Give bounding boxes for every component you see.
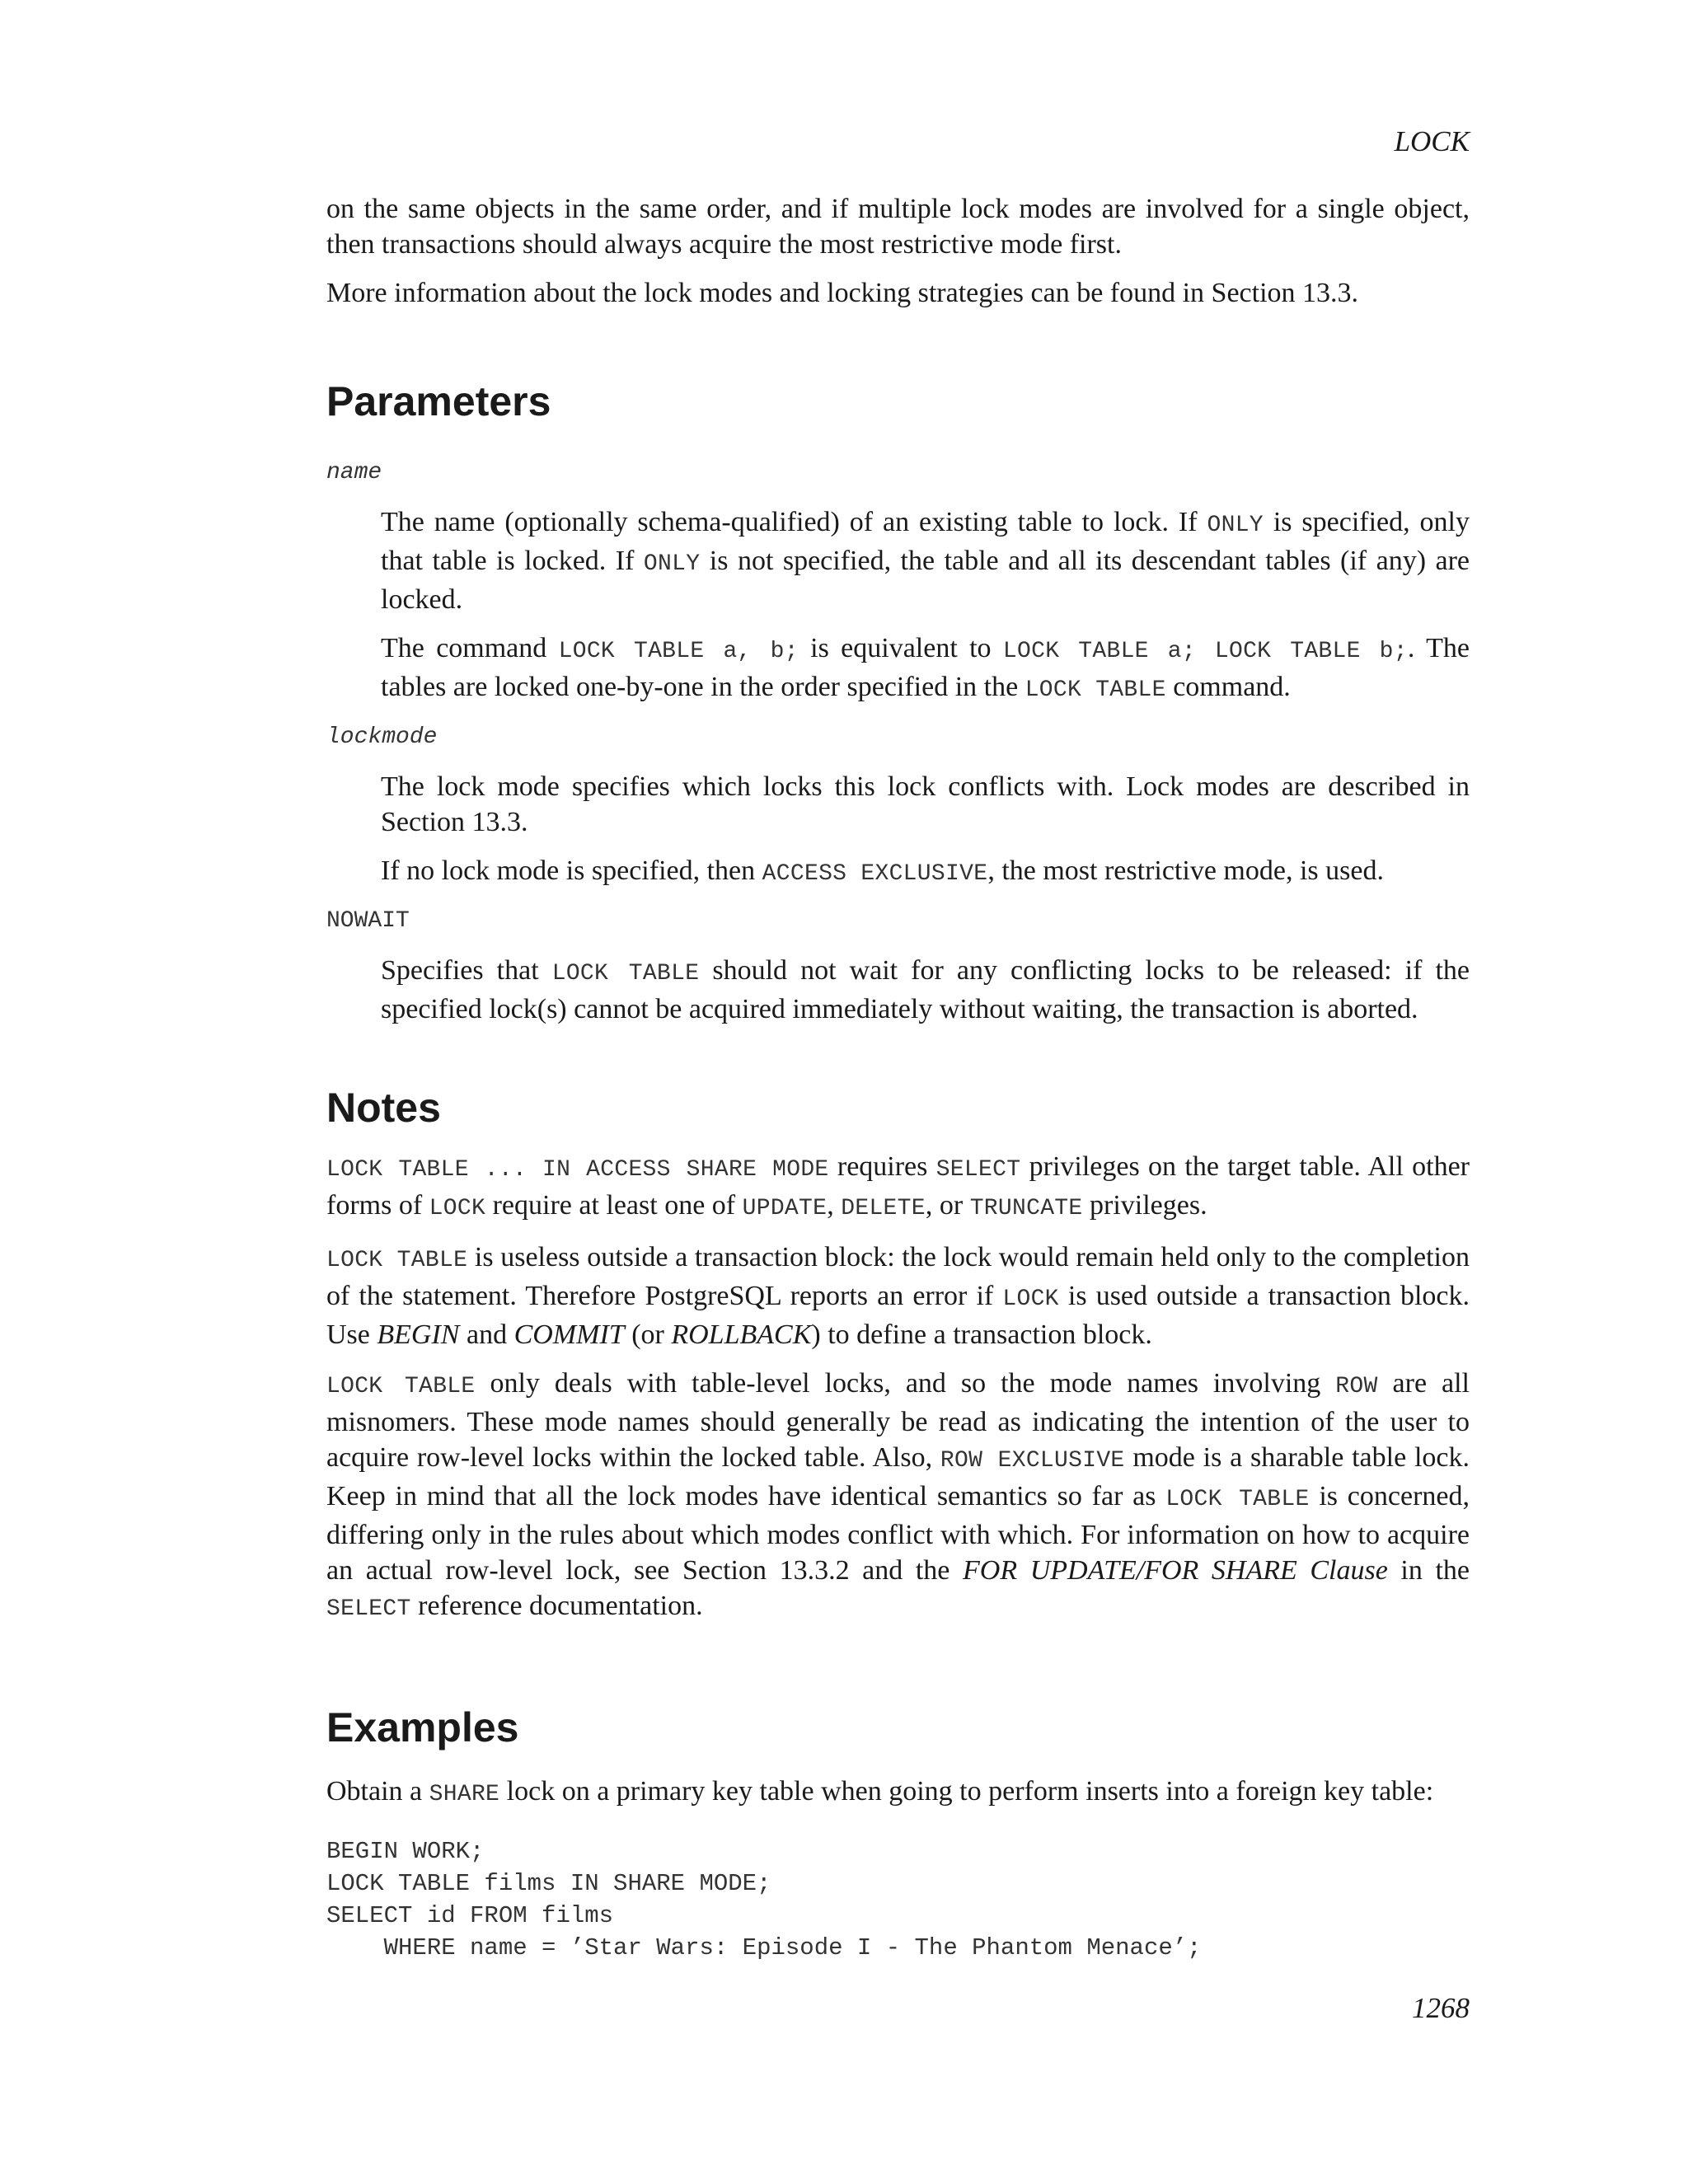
- param-term-nowait: NOWAIT: [326, 908, 410, 934]
- text: lock on a primary key table when going to perform inserts into a foreign key table:: [499, 1776, 1434, 1807]
- text: should not wait for any conflicting locks to be released: if the specified lock(s) cannot be acquired immediately without waiting, the transaction is aborted.: [381, 955, 1470, 1024]
- text: is used outside a transaction block. Use: [326, 1281, 1470, 1350]
- notes-paragraph-3: [326, 1366, 1470, 1627]
- param-def-name: [381, 504, 1470, 708]
- param-term-name: name: [326, 460, 382, 485]
- inline-code: LOCK TABLE a; LOCK TABLE b;: [1002, 639, 1408, 664]
- param-term-lockmode: lockmode: [326, 724, 438, 750]
- param-nowait-paragraph: [381, 953, 1470, 1027]
- text: If no lock mode is specified, then: [381, 855, 762, 886]
- examples-heading: Examples: [326, 1704, 519, 1750]
- command-reference: BEGIN: [377, 1319, 460, 1350]
- text: privileges on the target table. All other forms of: [326, 1151, 1470, 1221]
- notes-paragraph-1: [326, 1149, 1470, 1226]
- param-lockmode-paragraph-1: The lock mode specifies which locks this lock conflicts with. Lock modes are described in Section 13.3.: [381, 771, 1470, 837]
- text: is useless outside a transaction block: the lock would remain held only to the completion of the statement. Therefore PostgreSQL reports an error if: [326, 1242, 1470, 1311]
- text: requires: [828, 1151, 936, 1182]
- inline-code: ROW EXCLUSIVE: [940, 1448, 1125, 1474]
- text: is specified, only that table is locked. If: [381, 507, 1470, 576]
- inline-code: LOCK: [1002, 1286, 1059, 1312]
- page-content: [326, 191, 1470, 1964]
- inline-code: DELETE: [841, 1196, 926, 1221]
- text: command.: [1165, 672, 1291, 702]
- inline-code: SHARE: [429, 1782, 500, 1807]
- command-reference: ROLLBACK: [671, 1319, 812, 1350]
- inline-code: LOCK TABLE a, b;: [558, 639, 799, 664]
- inline-code: ACCESS EXCLUSIVE: [762, 861, 988, 887]
- inline-code: LOCK TABLE: [326, 1374, 476, 1399]
- code-line: SELECT id FROM films: [326, 1902, 614, 1929]
- text: only deals with table-level locks, and so the mode names involving: [475, 1368, 1336, 1399]
- notes-paragraph-2: [326, 1240, 1470, 1352]
- text: ) to define a transaction block.: [811, 1319, 1152, 1350]
- text: (or: [624, 1319, 672, 1350]
- param-lockmode-paragraph-2: [381, 853, 1470, 892]
- text: . The tables are locked one-by-one in the order specified in the: [381, 633, 1470, 702]
- text: reference documentation.: [410, 1591, 703, 1621]
- inline-code: LOCK TABLE ... IN ACCESS SHARE MODE: [326, 1157, 829, 1183]
- examples-paragraph-1: [326, 1774, 1470, 1812]
- text: , or: [925, 1190, 970, 1221]
- param-def-nowait: [381, 953, 1470, 1027]
- inline-code: ROW: [1335, 1374, 1378, 1399]
- inline-code: SELECT: [935, 1157, 1021, 1183]
- param-name-paragraph-2: [381, 630, 1470, 708]
- text: are all misnomers. These mode names should generally be read as indicating the intention of the user to acquire row-level locks within the locked table. Also,: [326, 1368, 1470, 1473]
- clause-reference: FOR UPDATE/FOR SHARE Clause: [963, 1555, 1388, 1586]
- intro-paragraph-2: More information about the lock modes and locking strategies can be found in Section 13.3.: [326, 278, 1359, 308]
- param-name-paragraph-1: [381, 504, 1470, 617]
- inline-code: ONLY: [643, 551, 701, 577]
- text: ,: [827, 1190, 842, 1221]
- inline-code: TRUNCATE: [969, 1196, 1083, 1221]
- text: is not specified, the table and all its descendant tables (if any) are locked.: [381, 546, 1470, 615]
- text: Obtain a: [326, 1776, 429, 1807]
- inline-code: LOCK TABLE: [326, 1248, 468, 1273]
- text: and: [459, 1319, 514, 1350]
- text: is equivalent to: [798, 633, 1003, 663]
- running-header: LOCK: [1394, 125, 1470, 157]
- code-line: BEGIN WORK;: [326, 1838, 485, 1865]
- code-block: [326, 1835, 1470, 1964]
- text: Specifies that: [381, 955, 552, 986]
- text: require at least one of: [485, 1190, 743, 1221]
- text: The name (optionally schema-qualified) of an existing table to lock. If: [381, 507, 1207, 537]
- text: privileges.: [1082, 1190, 1207, 1221]
- param-def-lockmode: [381, 769, 1470, 892]
- text: The command: [381, 633, 559, 663]
- inline-code: LOCK TABLE: [551, 961, 700, 987]
- code-line: LOCK TABLE films IN SHARE MODE;: [326, 1870, 771, 1897]
- inline-code: ONLY: [1207, 513, 1264, 538]
- code-line: WHERE name = ’Star Wars: Episode I - The Phantom Menace’;: [326, 1934, 1202, 1961]
- inline-code: LOCK: [429, 1196, 486, 1221]
- inline-code: LOCK TABLE: [1165, 1487, 1310, 1512]
- inline-code: SELECT: [326, 1596, 411, 1622]
- notes-heading: Notes: [326, 1085, 441, 1131]
- text: , the most restrictive mode, is used.: [987, 855, 1384, 886]
- parameters-heading: Parameters: [326, 378, 551, 424]
- inline-code: UPDATE: [742, 1196, 828, 1221]
- text: is concerned, differing only in the rules about which modes conflict with which. For information on how to acquire an actual row-level lock, see Section 13.3.2 and the: [326, 1481, 1470, 1586]
- text: mode is a sharable table lock. Keep in mind that all the lock modes have identical semantics so far as: [326, 1442, 1470, 1511]
- text: in the: [1387, 1555, 1470, 1586]
- page-number: 1268: [1412, 1992, 1470, 2024]
- command-reference: COMMIT: [513, 1319, 625, 1350]
- intro-paragraph-1: on the same objects in the same order, and if multiple lock modes are involved for a single object, then transactions should always acquire the most restrictive mode first.: [326, 194, 1470, 260]
- inline-code: LOCK TABLE: [1025, 677, 1166, 703]
